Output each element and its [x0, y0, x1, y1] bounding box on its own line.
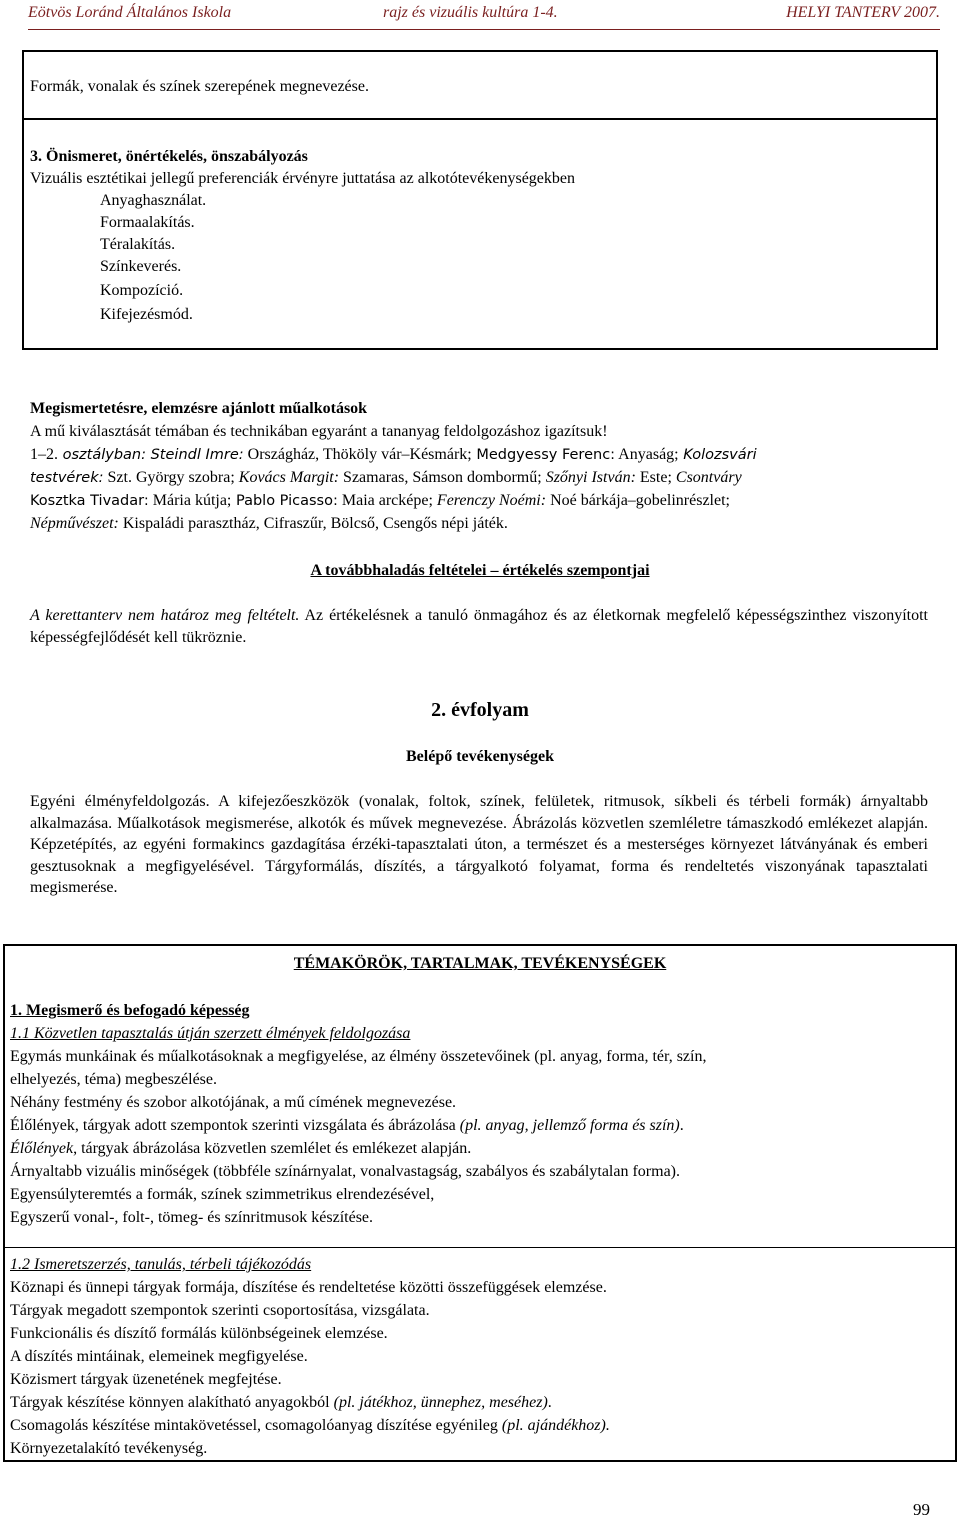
- topic-line: Egyensúlyteremtés a formák, színek szimmetrikus elrendezésével,: [10, 1186, 435, 1203]
- topic-line: Tárgyak készítése könnyen alakítható anyagokból (pl. játékhoz, ünnephez, meséhez).: [10, 1394, 552, 1411]
- box2-item: Formaalakítás.: [100, 214, 195, 231]
- topic-line: Néhány festmény és szobor alkotójának, a mű címének megnevezése.: [10, 1094, 457, 1111]
- topic-line: Egyszerű vonal-, folt-, tömeg- és színritmusok készítése.: [10, 1209, 374, 1226]
- box2-subtitle: Vizuális esztétikai jellegű preferenciák érvényre juttatása az alkotótevékenységekben: [30, 170, 575, 187]
- box2-item: Kifejezésmód.: [100, 306, 193, 323]
- topic-line: Közismert tárgyak üzenetének megfejtése.: [10, 1371, 282, 1388]
- box2-item: Anyaghasználat.: [100, 192, 207, 209]
- topic-line: elhelyezés, téma) megbeszélése.: [10, 1071, 217, 1088]
- header-divider: [28, 29, 940, 30]
- artworks-subtitle: A mű kiválasztását témában és technikában egyaránt a tananyag feldolgozáshoz igazítsuk!: [30, 423, 608, 440]
- section-1-2-title: 1.2 Ismeretszerzés, tanulás, térbeli tájékozódás: [10, 1256, 312, 1273]
- page-header: [28, 4, 940, 28]
- artworks-line-2: testvérek: Szt. György szobra; Kovács Margit: Szamaras, Sámson dombormű; Szőnyi István: Este; Csontváry: [30, 469, 742, 486]
- grade-title: 2. évfolyam: [431, 699, 529, 721]
- artworks-title: Megismertetésre, elemzésre ajánlott műalkotások: [30, 400, 368, 417]
- box2-title: 3. Önismeret, önértékelés, önszabályozás: [30, 148, 308, 165]
- progress-text: A kerettanterv nem határoz meg feltételt. Az értékelésnek a tanuló önmagához és az életkornak megfelelő képességszinthez viszonyított képességfejlődését kell tükröznie.: [30, 607, 929, 646]
- box2-item: Színkeverés.: [100, 258, 182, 275]
- topic-line: Élőlények, tárgyak adott szempontok szerinti vizsgálata és ábrázolása (pl. anyag, jellemző forma és szín).: [10, 1117, 684, 1134]
- artworks-line-4: Népművészet: Kispaládi parasztház, Cifraszűr, Bölcső, Csengős népi játék.: [30, 515, 508, 532]
- entry-activities-text: Egyéni élményfeldolgozás. A kifejezőeszközök (vonalak, foltok, színek, felületek, ritmusok, síkbeli és térbeli formák) árnyaltabb alkalmazása. Műalkotások megismerése, alkotók és művek megnevezése. Ábrázolás közvetlen szemléletre támaszkodó emlékezet alapján. Képzetépítés, az egyéni formakincs gazdagítása érzéki-tapasztalati úton, a természet és a mesterséges környezet látványának és emberi gesztusoknak a megfigyelésével. Tárgyformálás, díszítés, a tárgyalkotó folyamat, forma és rendeltetés viszonyának tapasztalati megismerése.: [30, 793, 928, 896]
- topic-line: Egymás munkáinak és műalkotásoknak a megfigyelése, az élmény összetevőinek (pl. anyag, forma, tér, szín,: [10, 1048, 707, 1065]
- header-school: Eötvös Loránd Általános Iskola: [28, 4, 232, 21]
- artworks-line-3: Kosztka Tivadar: Mária kútja; Pablo Picasso: Maia arcképe; Ferenczy Noémi: Noé bárkája–gobelinrészlet;: [30, 492, 730, 509]
- topic-line: Árnyaltabb vizuális minőségek (többféle színárnyalat, vonalvastagság, szabályos és szabálytalan forma).: [10, 1163, 680, 1180]
- section-1-1-title: 1.1 Közvetlen tapasztalás útján szerzett élmények feldolgozása: [10, 1025, 411, 1042]
- artworks-line-1: 1–2. osztályban: Steindl Imre: Országház, Thököly vár–Késmárk; Medgyessy Ferenc: Anyaság; Kolozsvári: [30, 446, 757, 463]
- page-number: 99: [913, 1500, 930, 1519]
- header-subject: rajz és vizuális kultúra 1-4.: [383, 4, 558, 21]
- box2-item: Téralakítás.: [100, 236, 176, 253]
- progress-title: A továbbhaladás feltételei – értékelés szempontjai: [310, 562, 650, 579]
- topic-line: Köznapi és ünnepi tárgyak formája, díszítése és rendeltetése közötti összefüggések elemzése.: [10, 1279, 607, 1296]
- header-curriculum: HELYI TANTERV 2007.: [786, 4, 940, 21]
- topic-line: Tárgyak megadott szempontok szerinti csoportosítása, vizsgálata.: [10, 1302, 430, 1319]
- section-1-title: 1. Megismerő és befogadó képesség: [10, 1002, 250, 1019]
- topic-line: Környezetalakító tevékenység.: [10, 1440, 208, 1457]
- entry-activities-title: Belépő tevékenységek: [406, 748, 554, 765]
- topics-title: TÉMAKÖRÖK, TARTALMAK, TEVÉKENYSÉGEK: [293, 955, 667, 972]
- topic-line: Élőlények, tárgyak ábrázolása közvetlen szemlélet és emlékezet alapján.: [10, 1140, 472, 1157]
- topics-divider: [4, 1247, 956, 1248]
- box1-text: Formák, vonalak és színek szerepének megnevezése.: [30, 78, 369, 95]
- topic-line: A díszítés mintáinak, elemeinek megfigyelése.: [10, 1348, 308, 1365]
- topic-line: Funkcionális és díszítő formálás különbségeinek elemzése.: [10, 1325, 388, 1342]
- topic-line: Csomagolás készítése mintakövetéssel, csomagolóanyag díszítése egyénileg (pl. ajándékhoz).: [10, 1417, 610, 1434]
- box2-item: Kompozíció.: [100, 282, 184, 299]
